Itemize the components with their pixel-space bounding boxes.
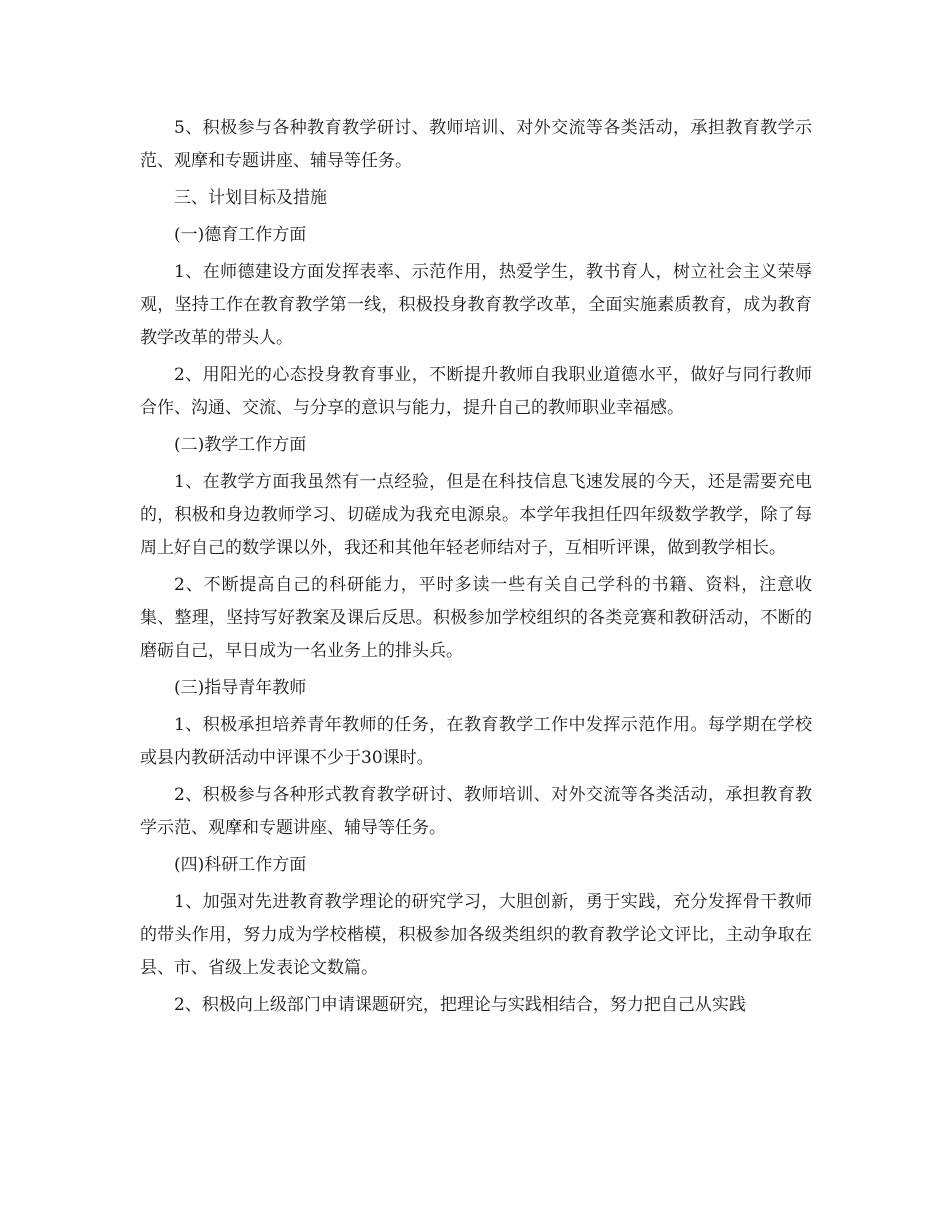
- paragraph-item-5: 5、积极参与各种教育教学研讨、教师培训、对外交流等各类活动，承担教育教学示范、观摩和专题讲座、辅导等任务。: [140, 118, 812, 171]
- subsection-heading-teaching: (二)教学工作方面: [174, 435, 307, 455]
- paragraph-teaching-2: 2、不断提高自己的科研能力，平时多读一些有关自己学科的书籍、资料，注意收集、整理，坚持写好教案及课后反思。积极参加学校组织的各类竞赛和教研活动，不断的磨砺自己，早日成为一名业务上的排头兵。: [140, 575, 812, 661]
- subsection-heading-research: (四)科研工作方面: [174, 855, 307, 875]
- document-page: [140, 112, 812, 1026]
- subsection-heading-mentoring: (三)指导青年教师: [174, 678, 307, 698]
- paragraph-teaching-1: 1、在教学方面我虽然有一点经验，但是在科技信息飞速发展的今天，还是需要充电的，积极和身边教师学习、切磋成为我充电源泉。本学年我担任四年级数学教学，除了每周上好自己的数学课以外，我还和其他年轻老师结对子，互相听评课，做到教学相长。: [140, 472, 812, 558]
- subsection-heading-moral-education: (一)德育工作方面: [174, 225, 307, 245]
- paragraph-moral-2: 2、用阳光的心态投身教育事业，不断提升教师自我职业道德水平，做好与同行教师合作、沟通、交流、与分享的意识与能力，提升自己的教师职业幸福感。: [140, 365, 812, 418]
- section-heading-plan-goals: 三、计划目标及措施: [174, 188, 327, 208]
- paragraph-mentoring-2: 2、积极参与各种形式教育教学研讨、教师培训、对外交流等各类活动，承担教育教学示范、观摩和专题讲座、辅导等任务。: [140, 785, 812, 838]
- paragraph-moral-1: 1、在师德建设方面发挥表率、示范作用，热爱学生，教书育人，树立社会主义荣辱观，坚持工作在教育教学第一线，积极投身教育教学改革，全面实施素质教育，成为教育教学改革的带头人。: [140, 262, 812, 348]
- paragraph-research-2: 2、积极向上级部门申请课题研究，把理论与实践相结合，努力把自己从实践: [174, 995, 746, 1015]
- paragraph-mentoring-1: 1、积极承担培养青年教师的任务，在教育教学工作中发挥示范作用。每学期在学校或县内教研活动中评课不少于30课时。: [140, 715, 812, 768]
- paragraph-research-1: 1、加强对先进教育教学理论的研究学习，大胆创新，勇于实践，充分发挥骨干教师的带头作用，努力成为学校楷模，积极参加各级类组织的教育教学论文评比，主动争取在县、市、省级上发表论文数篇。: [140, 892, 812, 978]
